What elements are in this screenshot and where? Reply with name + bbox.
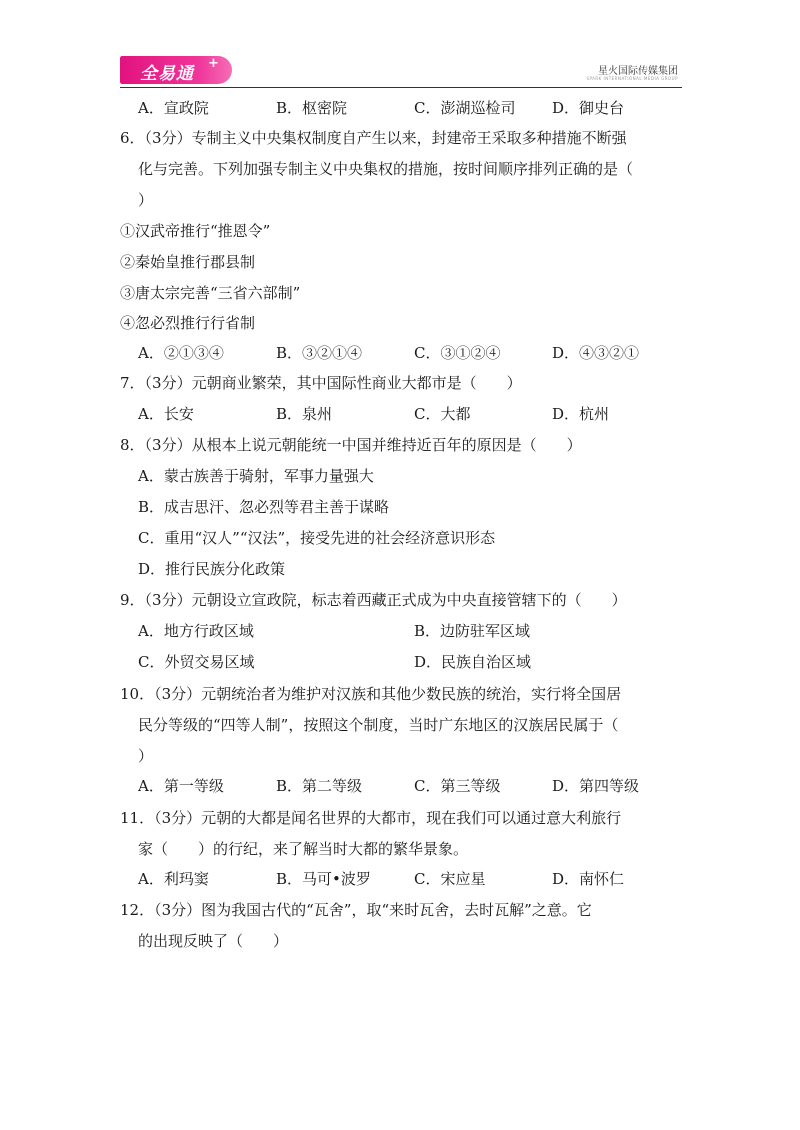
- q5-option-c: C．澎湖巡检司: [414, 99, 516, 117]
- q9-option-d: D．民族自治区域: [414, 653, 532, 671]
- q11-option-c: C．宋应星: [414, 870, 486, 888]
- q5-option-a: A．宣政院: [138, 99, 209, 117]
- q8-stem: 8．（3分）从根本上说元朝能统一中国并维持近百年的原因是（ ）: [120, 436, 582, 454]
- q6-option-c: C．③①②④: [414, 344, 501, 362]
- q6-item-3: ③唐太宗完善“三省六部制”: [120, 284, 301, 302]
- q6-option-d: D．④③②①: [552, 344, 640, 362]
- q8-option-b: B．成吉思汗、忽必烈等君主善于谋略: [138, 498, 390, 516]
- q8-option-c: C．重用“汉人”“汉法”，接受先进的社会经济意识形态: [138, 529, 496, 547]
- q11-option-a: A．利玛窦: [138, 870, 209, 888]
- q6-option-b: B．③②①④: [276, 344, 363, 362]
- q9-option-b: B．边防驻军区域: [414, 622, 531, 640]
- q7-option-a: A．长安: [138, 405, 194, 423]
- q7-stem: 7．（3分）元朝商业繁荣，其中国际性商业大都市是（ ）: [120, 374, 522, 392]
- q11-option-d: D．南怀仁: [552, 870, 625, 888]
- q10-option-d: D．第四等级: [552, 777, 640, 795]
- q11-option-b: B．马可•波罗: [276, 870, 371, 888]
- q8-option-d: D．推行民族分化政策: [138, 560, 286, 578]
- q11-stem-line2: 家（ ）的行纪，来了解当时大都的繁华景象。: [138, 840, 469, 858]
- q10-option-c: C．第三等级: [414, 777, 501, 795]
- q6-item-2: ②秦始皇推行郡县制: [120, 253, 256, 271]
- q10-option-b: B．第二等级: [276, 777, 363, 795]
- logo-plus-icon: +: [208, 56, 219, 71]
- q7-option-c: C．大都: [414, 405, 471, 423]
- q9-option-a: A．地方行政区域: [138, 622, 254, 640]
- q5-option-b: B．枢密院: [276, 99, 348, 117]
- q9-option-c: C．外贸交易区域: [138, 653, 255, 671]
- q6-stem-line3: ）: [138, 191, 154, 209]
- q12-stem-line2: 的出现反映了（ ）: [138, 932, 289, 950]
- q9-stem: 9．（3分）元朝设立宣政院，标志着西藏正式成为中央直接管辖下的（ ）: [120, 591, 627, 609]
- q6-stem-line2: 化与完善。下列加强专制主义中央集权的措施，按时间顺序排列正确的是（: [138, 160, 634, 178]
- q10-stem-line1: 10．（3分）元朝统治者为维护对汉族和其他少数民族的统治，实行将全国居: [120, 685, 622, 703]
- q8-option-a: A．蒙古族善于骑射，军事力量强大: [138, 467, 374, 485]
- brand-logo: [120, 56, 232, 84]
- q12-stem-line1: 12．（3分）图为我国古代的“瓦舍”，取“来时瓦舍，去时瓦解”之意。它: [120, 901, 592, 919]
- q11-stem-line1: 11．（3分）元朝的大都是闻名世界的大都市，现在我们可以通过意大利旅行: [120, 809, 622, 827]
- page-header: [120, 52, 682, 86]
- header-divider: [120, 87, 682, 88]
- company-subtitle: SPARK INTERNATIONAL MEDIA GROUP: [586, 76, 678, 81]
- q10-option-a: A．第一等级: [138, 777, 224, 795]
- logo-text: 全易通: [140, 64, 194, 84]
- q7-option-d: D．杭州: [552, 405, 610, 423]
- q6-item-1: ①汉武帝推行“推恩令”: [120, 222, 271, 240]
- q5-option-d: D．御史台: [552, 99, 625, 117]
- company-name: 星火国际传媒集团: [598, 66, 678, 77]
- q6-stem-line1: 6．（3分）专制主义中央集权制度自产生以来，封建帝王采取多种措施不断强: [120, 129, 627, 147]
- q10-stem-line2: 民分等级的“四等人制”，按照这个制度，当时广东地区的汉族居民属于（: [138, 716, 619, 734]
- q7-option-b: B．泉州: [276, 405, 333, 423]
- q6-item-4: ④忽必烈推行行省制: [120, 314, 256, 332]
- q10-stem-line3: ）: [138, 747, 154, 765]
- q6-option-a: A．②①③④: [138, 344, 224, 362]
